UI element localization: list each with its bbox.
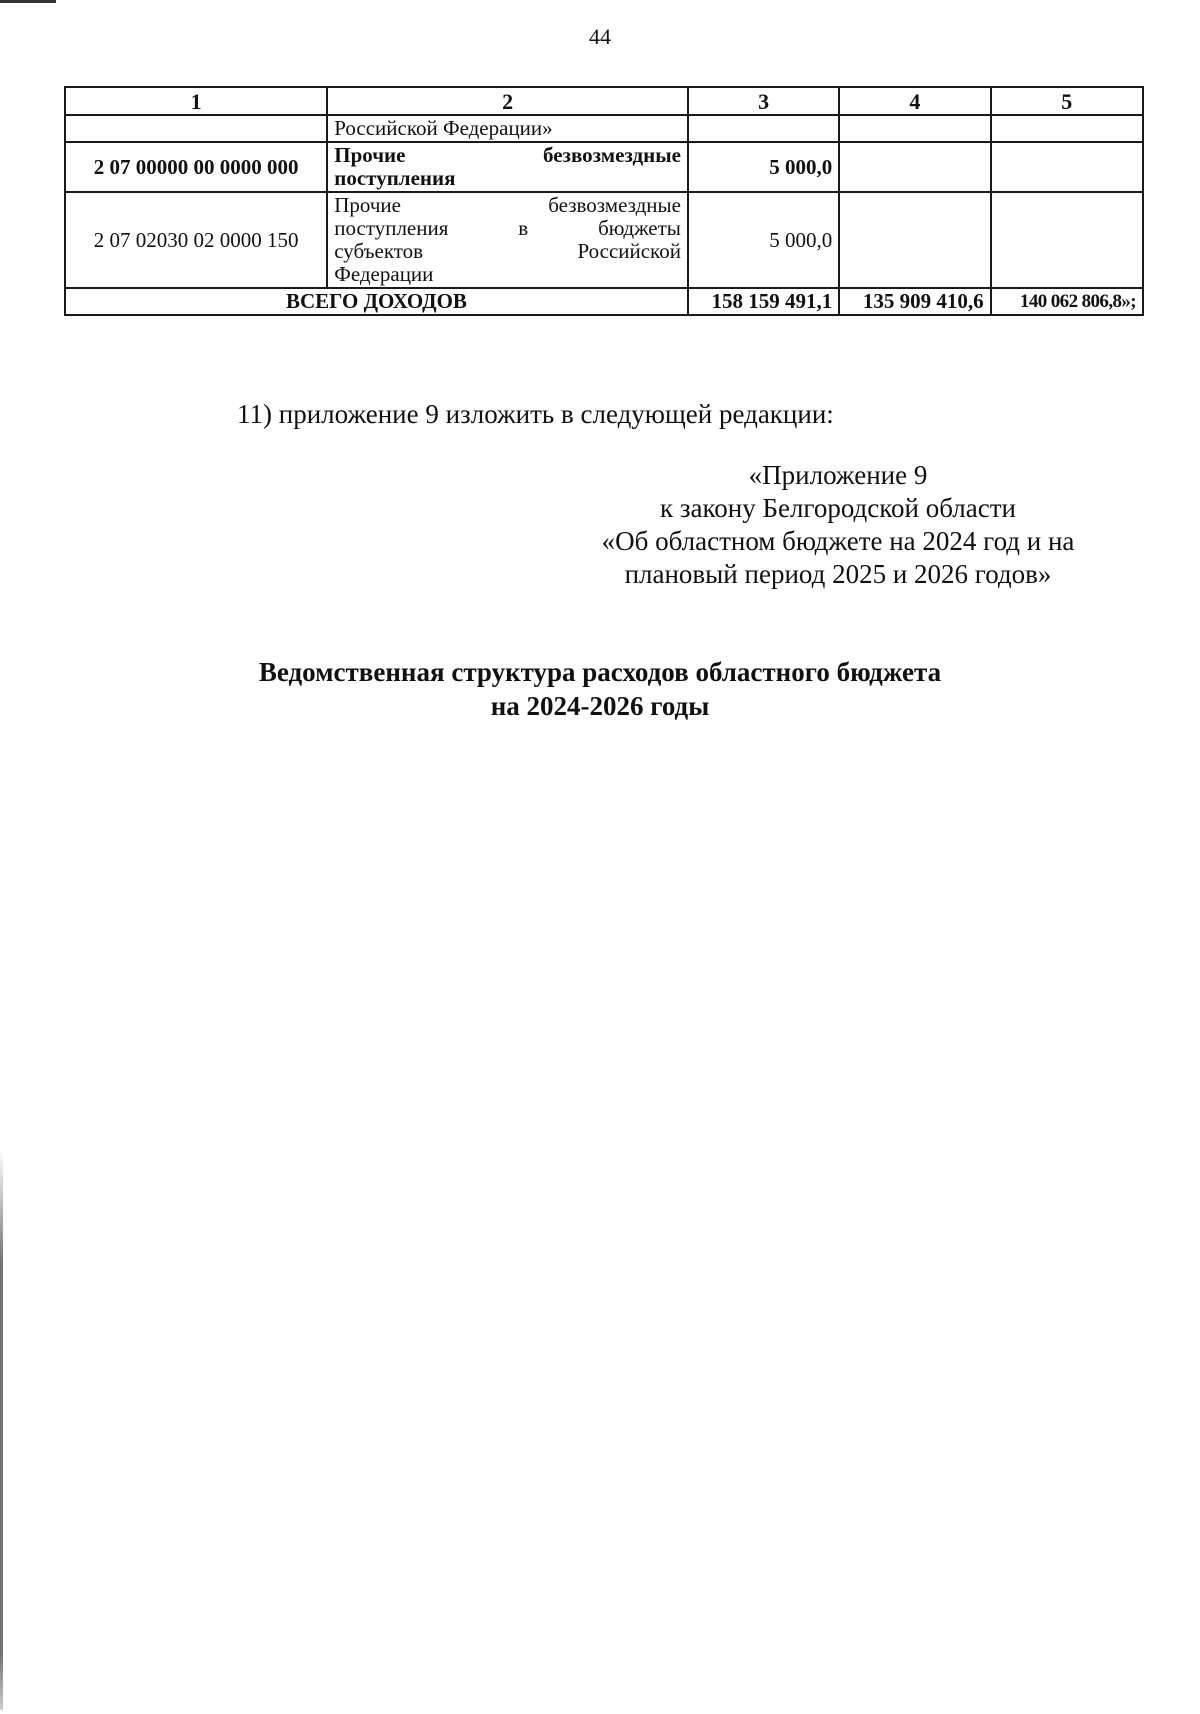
name-line	[334, 217, 681, 240]
name-line	[334, 194, 681, 217]
cell-name	[327, 142, 688, 192]
total-2026: 140 062 806,8»;	[991, 288, 1143, 315]
name-word: безвозмездные	[548, 193, 681, 217]
appendix-line: к закону Белгородской области	[660, 493, 1016, 523]
amendment-text: 11) приложение 9 изложить в следующей редакции:	[237, 399, 834, 429]
revenue-table	[64, 86, 1144, 316]
name-word: Прочие	[334, 143, 406, 167]
column-header-3: 3	[688, 87, 839, 115]
total-label: ВСЕГО ДОХОДОВ	[65, 288, 688, 315]
section-title-line: Ведомственная структура расходов областного бюджета	[258, 657, 942, 687]
name-word: бюджеты	[598, 216, 681, 240]
column-header-2: 2	[327, 87, 688, 115]
cell-2025	[839, 115, 990, 142]
scan-edge-left	[0, 1150, 3, 1710]
name-word: Федерации	[334, 262, 434, 286]
cell-2026	[991, 115, 1143, 142]
cell-2026	[991, 192, 1143, 288]
cell-code: 2 07 00000 00 0000 000	[65, 142, 327, 192]
cell-2024	[688, 115, 839, 142]
column-header-4: 4	[839, 87, 990, 115]
cell-name	[327, 192, 688, 288]
cell-code: 2 07 02030 02 0000 150	[65, 192, 327, 288]
appendix-line: «Приложение 9	[748, 460, 928, 490]
column-header-5: 5	[991, 87, 1143, 115]
total-2025: 135 909 410,6	[839, 288, 990, 315]
table-total-row	[65, 288, 1143, 315]
name-line	[334, 167, 681, 190]
cell-2024: 5 000,0	[688, 192, 839, 288]
name-word: поступления	[334, 166, 456, 190]
cell-2025	[839, 142, 990, 192]
scan-edge-top	[0, 0, 56, 3]
name-line	[334, 144, 681, 167]
name-word: безвозмездные	[542, 143, 681, 167]
appendix-header	[558, 459, 1118, 591]
table-row	[65, 142, 1143, 192]
cell-2025	[839, 192, 990, 288]
appendix-line: плановый период 2025 и 2026 годов»	[624, 559, 1052, 589]
section-title-line: на 2024-2026 годы	[490, 691, 710, 721]
name-word: субъектов	[334, 239, 424, 263]
name-word: в	[518, 216, 529, 240]
name-word: поступления	[334, 216, 449, 240]
appendix-line: «Об областном бюджете на 2024 год и на	[601, 526, 1075, 556]
name-word: Российской	[577, 239, 681, 263]
total-2024: 158 159 491,1	[688, 288, 839, 315]
table-header-row	[65, 87, 1143, 115]
cell-code	[65, 115, 327, 142]
table-row	[65, 192, 1143, 288]
cell-2024: 5 000,0	[688, 142, 839, 192]
cell-2026	[991, 142, 1143, 192]
page-number: 44	[589, 24, 611, 49]
name-line	[334, 240, 681, 263]
column-header-1: 1	[65, 87, 327, 115]
table-row-continuation	[65, 115, 1143, 142]
name-line	[334, 263, 681, 286]
section-title	[0, 655, 1200, 723]
name-word: Прочие	[334, 193, 401, 217]
cell-name: Российской Федерации»	[327, 115, 688, 142]
